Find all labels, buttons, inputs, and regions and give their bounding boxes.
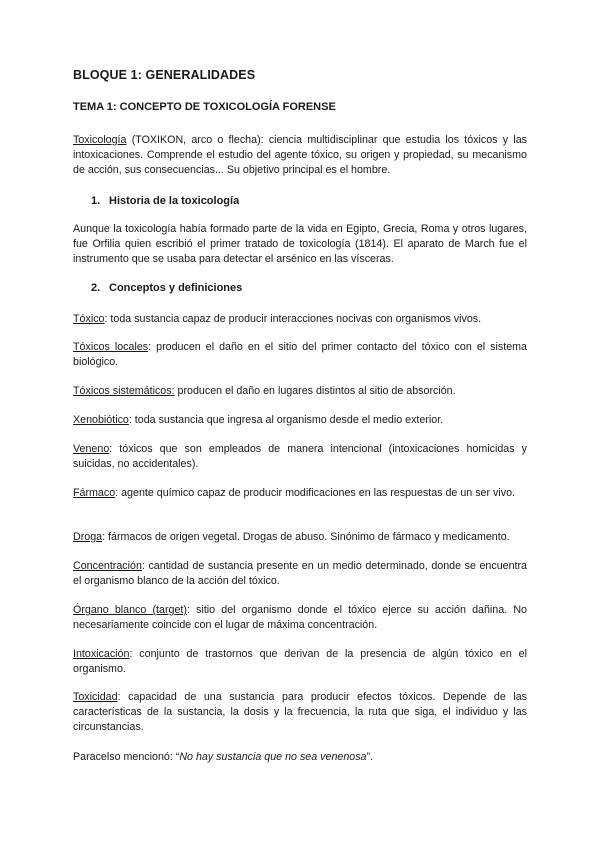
definition-term: Tóxicos locales [73, 341, 149, 353]
definition-intoxicacion [73, 647, 527, 677]
section-1-heading [91, 195, 239, 207]
intro-text: (TOXIKON, arco o flecha): ciencia multidisciplinar que estudia los tóxicos y las intoxicaciones. Comprende el estudio del agente tóxico, su origen y propiedad, su mecanismo de acción, sus consecuencias... Su objetivo principal es el hombre. [73, 134, 527, 176]
section-2-heading [91, 282, 242, 294]
definition-term: Toxicidad [73, 691, 118, 703]
definition-term: Droga [73, 531, 103, 543]
section-2-number: 2. [91, 282, 101, 294]
definition-term: Fármaco [73, 487, 116, 499]
intro-paragraph [73, 133, 527, 178]
definition-term: Órgano blanco (target) [73, 604, 187, 616]
definition-term: Tóxicos sistemáticos: [73, 385, 175, 397]
definition-text: : toda sustancia capaz de producir interacciones nocivas con organismos vivos. [104, 313, 482, 325]
definition-term: Veneno [73, 443, 110, 455]
definition-text: : conjunto de trastornos que derivan de la presencia de algún tóxico en el organismo. [73, 648, 527, 675]
definition-text: : fármacos de origen vegetal. Drogas de abuso. Sinónimo de fármaco y medicamento. [102, 531, 510, 543]
definition-farmaco [73, 486, 527, 501]
definition-veneno [73, 442, 527, 472]
paracelso-quote [73, 750, 527, 765]
quote-text: No hay sustancia que no sea venenosa [179, 751, 367, 763]
definition-text: : tóxicos que son empleados de manera intencional (intoxicaciones homicidas y suicidas, no accidentales). [73, 443, 527, 470]
definition-toxicos-locales [73, 340, 527, 370]
history-paragraph: Aunque la toxicología había formado parte de la vida en Egipto, Grecia, Roma y otros lugares, fue Orfilia quien escribió el primer tratado de toxicología (1814). El aparato de March fue el instrumento que se usaba para detectar el arsénico en las vísceras. [73, 223, 527, 265]
definition-text: : agente químico capaz de producir modificaciones en las respuestas de un ser vivo. [115, 487, 515, 499]
definition-toxico [73, 312, 527, 327]
definition-text: : producen el daño en el sitio del primer contacto del tóxico con el sistema biológico. [73, 341, 527, 368]
definition-toxicidad [73, 690, 527, 735]
block-title: BLOQUE 1: GENERALIDADES [73, 68, 256, 82]
definition-toxicos-sistematicos [73, 384, 527, 399]
definition-term: Xenobiótico [73, 414, 129, 426]
definition-term: Concentración [73, 560, 142, 572]
definition-xenobiotico [73, 413, 527, 428]
definition-concentracion [73, 559, 527, 589]
definition-droga [73, 530, 527, 545]
quote-suffix: ”. [366, 751, 374, 763]
definition-text: : toda sustancia que ingresa al organismo desde el medio exterior. [128, 414, 444, 426]
definition-text: producen el daño en lugares distintos al sitio de absorción. [174, 385, 456, 397]
definition-text: : cantidad de sustancia presente en un medio determinado, donde se encuentra el organismo blanco de la acción del tóxico. [73, 560, 527, 587]
section-1-number: 1. [91, 195, 101, 207]
quote-prefix: Paracelso mencionó: “ [73, 751, 180, 763]
document-page [73, 68, 527, 763]
definition-text: : sitio del organismo donde el tóxico ejerce su acción dañina. No necesariamente coincide con el lugar de máxima concentración. [73, 604, 527, 631]
topic-title: TEMA 1: CONCEPTO DE TOXICOLOGÍA FORENSE [73, 101, 336, 113]
intro-term: Toxicología [73, 134, 127, 146]
definition-text: : capacidad de una sustancia para producir efectos tóxicos. Depende de las características de la sustancia, la dosis y la frecuencia, la ruta que siga, el individuo y las circunstancias. [73, 691, 527, 733]
section-2-title: Conceptos y definiciones [109, 282, 243, 294]
definition-organo-blanco [73, 603, 527, 633]
section-1-title: Historia de la toxicología [109, 195, 240, 207]
definition-term: Tóxico [73, 313, 105, 325]
definition-term: Intoxicación [73, 648, 130, 660]
